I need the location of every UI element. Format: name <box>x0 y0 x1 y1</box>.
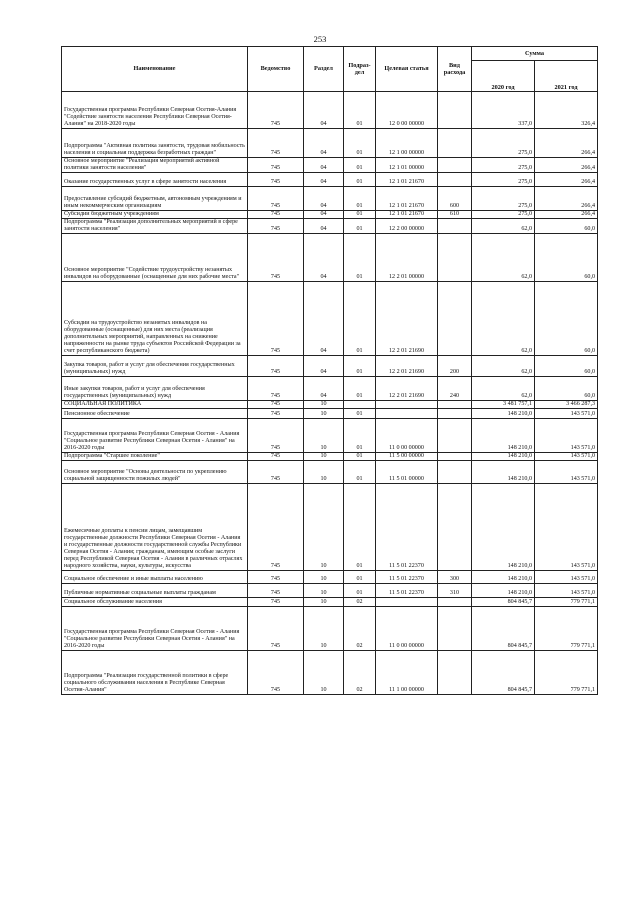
row-target-cell: 12 1 00 00000 <box>376 129 438 158</box>
table-row <box>62 92 598 129</box>
row-agency-cell: 745 <box>248 461 304 484</box>
row-amount-2020-cell: 148 210,0 <box>472 484 535 571</box>
row-section-cell: 04 <box>304 234 344 282</box>
row-amount-2020-cell: 275,0 <box>472 173 535 187</box>
row-name-cell: Субсидии бюджетным учреждениям <box>62 211 248 219</box>
row-subsection-cell: 01 <box>344 211 376 219</box>
row-name-cell: Публичные нормативные социальные выплаты гражданам <box>62 584 248 598</box>
table-row <box>62 607 598 651</box>
row-expense-type-cell: 610 <box>438 211 472 219</box>
header-section: Раздел <box>304 47 344 92</box>
table-row <box>62 356 598 377</box>
row-subsection-cell: 01 <box>344 219 376 234</box>
row-amount-2020-cell: 62,0 <box>472 377 535 401</box>
row-amount-2020-cell: 804 845,7 <box>472 651 535 695</box>
row-section-cell: 04 <box>304 92 344 129</box>
row-amount-2021-cell: 60,0 <box>535 234 598 282</box>
row-agency-cell: 745 <box>248 401 304 409</box>
table-row <box>62 187 598 211</box>
row-section-cell: 04 <box>304 377 344 401</box>
row-subsection-cell: 01 <box>344 453 376 461</box>
row-agency-cell: 745 <box>248 377 304 401</box>
row-amount-2021-cell: 143 571,0 <box>535 419 598 453</box>
row-amount-2021-cell: 60,0 <box>535 356 598 377</box>
row-target-cell: 11 5 01 22370 <box>376 571 438 584</box>
table-row <box>62 461 598 484</box>
row-amount-2021-cell: 3 466 287,3 <box>535 401 598 409</box>
row-expense-type-cell <box>438 234 472 282</box>
row-amount-2021-cell: 143 571,0 <box>535 461 598 484</box>
row-agency-cell: 745 <box>248 571 304 584</box>
row-agency-cell: 745 <box>248 173 304 187</box>
table-body <box>62 92 598 695</box>
row-agency-cell: 745 <box>248 187 304 211</box>
row-amount-2020-cell: 275,0 <box>472 158 535 173</box>
header-name: Наименование <box>62 47 248 92</box>
row-amount-2020-cell: 62,0 <box>472 219 535 234</box>
row-agency-cell: 745 <box>248 409 304 419</box>
row-agency-cell: 745 <box>248 419 304 453</box>
header-agency: Ведомство <box>248 47 304 92</box>
row-expense-type-cell <box>438 173 472 187</box>
row-expense-type-cell <box>438 401 472 409</box>
header-year-2021: 2021 год <box>535 61 598 92</box>
row-subsection-cell: 01 <box>344 173 376 187</box>
row-agency-cell: 745 <box>248 651 304 695</box>
row-expense-type-cell: 240 <box>438 377 472 401</box>
row-target-cell: 11 1 00 00000 <box>376 651 438 695</box>
table-row <box>62 571 598 584</box>
row-amount-2020-cell: 148 210,0 <box>472 409 535 419</box>
row-section-cell: 04 <box>304 282 344 356</box>
row-name-cell: Подпрограмма "Активная политика занятости, трудовая мобильность населения и социальная поддержка безработных граждан" <box>62 129 248 158</box>
row-subsection-cell: 01 <box>344 282 376 356</box>
row-subsection-cell: 01 <box>344 584 376 598</box>
row-subsection-cell: 01 <box>344 234 376 282</box>
row-name-cell: Предоставление субсидий бюджетным, автономным учреждениям и иным некоммерческим организациям <box>62 187 248 211</box>
row-amount-2021-cell: 60,0 <box>535 219 598 234</box>
row-target-cell: 12 1 01 21670 <box>376 173 438 187</box>
table-row <box>62 219 598 234</box>
row-amount-2021-cell: 779 771,1 <box>535 598 598 607</box>
table-row <box>62 211 598 219</box>
row-section-cell: 04 <box>304 129 344 158</box>
row-name-cell: Основное мероприятие "Основы деятельности по укреплению социальной защищенности пожилых людей" <box>62 461 248 484</box>
row-agency-cell: 745 <box>248 219 304 234</box>
row-subsection-cell: 01 <box>344 409 376 419</box>
row-amount-2021-cell: 143 571,0 <box>535 484 598 571</box>
table-row <box>62 401 598 409</box>
row-amount-2021-cell: 60,0 <box>535 377 598 401</box>
row-amount-2021-cell: 143 571,0 <box>535 571 598 584</box>
row-agency-cell: 745 <box>248 607 304 651</box>
row-target-cell: 12 2 01 00000 <box>376 234 438 282</box>
row-section-cell: 10 <box>304 598 344 607</box>
row-section-cell: 10 <box>304 401 344 409</box>
row-expense-type-cell: 200 <box>438 356 472 377</box>
row-expense-type-cell <box>438 484 472 571</box>
row-expense-type-cell <box>438 607 472 651</box>
row-amount-2021-cell: 326,4 <box>535 92 598 129</box>
row-amount-2020-cell: 148 210,0 <box>472 584 535 598</box>
table-row <box>62 598 598 607</box>
row-agency-cell: 745 <box>248 211 304 219</box>
row-agency-cell: 745 <box>248 282 304 356</box>
row-target-cell: 11 5 01 22370 <box>376 584 438 598</box>
row-amount-2020-cell: 62,0 <box>472 356 535 377</box>
row-section-cell: 10 <box>304 409 344 419</box>
row-section-cell: 04 <box>304 173 344 187</box>
row-expense-type-cell <box>438 92 472 129</box>
row-subsection-cell: 01 <box>344 484 376 571</box>
row-expense-type-cell <box>438 158 472 173</box>
row-amount-2020-cell: 148 210,0 <box>472 461 535 484</box>
row-subsection-cell: 02 <box>344 607 376 651</box>
row-expense-type-cell <box>438 461 472 484</box>
table-row <box>62 484 598 571</box>
row-amount-2020-cell: 275,0 <box>472 211 535 219</box>
row-amount-2021-cell: 779 771,1 <box>535 651 598 695</box>
row-amount-2020-cell: 62,0 <box>472 282 535 356</box>
table-row <box>62 377 598 401</box>
row-target-cell: 12 2 01 21690 <box>376 377 438 401</box>
row-expense-type-cell <box>438 453 472 461</box>
row-expense-type-cell <box>438 282 472 356</box>
row-section-cell: 10 <box>304 419 344 453</box>
row-amount-2021-cell: 143 571,0 <box>535 584 598 598</box>
row-subsection-cell: 01 <box>344 571 376 584</box>
row-target-cell: 11 0 00 00000 <box>376 419 438 453</box>
page-number: 253 <box>313 34 327 44</box>
row-amount-2021-cell: 266,4 <box>535 129 598 158</box>
row-name-cell: Основное мероприятие "Содействие трудоустройству незанятых инвалидов на оборудованные (оснащенные для них рабочие места" <box>62 234 248 282</box>
row-name-cell: Социальное обслуживание населения <box>62 598 248 607</box>
row-section-cell: 10 <box>304 461 344 484</box>
row-name-cell: Государственная программа Республики Северная Осетия-Алания "Содействие занятости населения Республики Северная Осетия-Алания" на 2018-2020 годы <box>62 92 248 129</box>
row-amount-2020-cell: 275,0 <box>472 187 535 211</box>
row-target-cell: 12 1 01 00000 <box>376 158 438 173</box>
row-name-cell: Ежемесячные доплаты к пенсии лицам, замещавшим государственные должности Республики Северная Осетия - Алания и государственные должности государственной службы Республики Северная Осетия - Алания; гражданам, имеющим особые заслуги перед Республикой Северная Осетия - Алания в различных отраслях народного хозяйства, науки, культуры, искусства <box>62 484 248 571</box>
header-sum: Сумма <box>472 47 598 61</box>
row-target-cell: 11 5 00 00000 <box>376 453 438 461</box>
row-name-cell: Закупка товаров, работ и услуг для обеспечения государственных (муниципальных) нужд <box>62 356 248 377</box>
row-expense-type-cell: 310 <box>438 584 472 598</box>
row-subsection-cell: 02 <box>344 598 376 607</box>
row-target-cell: 12 0 00 00000 <box>376 92 438 129</box>
row-target-cell: 12 2 00 00000 <box>376 219 438 234</box>
table-row <box>62 584 598 598</box>
table-row <box>62 282 598 356</box>
row-expense-type-cell: 300 <box>438 571 472 584</box>
row-name-cell: Основное мероприятие "Реализация мероприятий активной политики занятости населения" <box>62 158 248 173</box>
row-target-cell <box>376 598 438 607</box>
row-section-cell: 04 <box>304 211 344 219</box>
row-target-cell: 12 2 01 21690 <box>376 356 438 377</box>
row-subsection-cell: 02 <box>344 651 376 695</box>
row-name-cell: Оказание государственных услуг в сфере занятости населения <box>62 173 248 187</box>
row-amount-2021-cell: 266,4 <box>535 187 598 211</box>
row-agency-cell: 745 <box>248 234 304 282</box>
row-amount-2020-cell: 148 210,0 <box>472 571 535 584</box>
row-target-cell: 12 1 01 21670 <box>376 187 438 211</box>
row-section-cell: 04 <box>304 187 344 211</box>
row-agency-cell: 745 <box>248 453 304 461</box>
row-amount-2021-cell: 779 771,1 <box>535 607 598 651</box>
row-section-cell: 04 <box>304 219 344 234</box>
row-subsection-cell <box>344 401 376 409</box>
row-target-cell <box>376 401 438 409</box>
row-amount-2020-cell: 148 210,0 <box>472 453 535 461</box>
row-target-cell: 11 5 01 22370 <box>376 484 438 571</box>
row-agency-cell: 745 <box>248 356 304 377</box>
row-subsection-cell: 01 <box>344 129 376 158</box>
row-subsection-cell: 01 <box>344 356 376 377</box>
row-amount-2020-cell: 804 845,7 <box>472 598 535 607</box>
row-target-cell: 12 2 01 21690 <box>376 282 438 356</box>
row-amount-2021-cell: 266,4 <box>535 211 598 219</box>
row-name-cell: Подпрограмма "Реализация государственной политики в сфере социального обслуживания населения в Республике Северная Осетия-Алания" <box>62 651 248 695</box>
row-name-cell: СОЦИАЛЬНАЯ ПОЛИТИКА <box>62 401 248 409</box>
row-amount-2020-cell: 62,0 <box>472 234 535 282</box>
row-agency-cell: 745 <box>248 584 304 598</box>
row-subsection-cell: 01 <box>344 158 376 173</box>
row-section-cell: 04 <box>304 158 344 173</box>
row-name-cell: Государственная программа Республики Северная Осетия - Алания "Социальное развитие Республики Северная Осетия - Алания" на 2016-2020 годы <box>62 419 248 453</box>
row-section-cell: 10 <box>304 651 344 695</box>
row-amount-2021-cell: 143 571,0 <box>535 409 598 419</box>
row-agency-cell: 745 <box>248 158 304 173</box>
row-section-cell: 10 <box>304 607 344 651</box>
row-subsection-cell: 01 <box>344 461 376 484</box>
row-amount-2020-cell: 148 210,0 <box>472 419 535 453</box>
row-amount-2021-cell: 143 571,0 <box>535 453 598 461</box>
row-name-cell: Социальное обеспечение и иные выплаты населению <box>62 571 248 584</box>
row-amount-2020-cell: 3 481 757,1 <box>472 401 535 409</box>
row-section-cell: 10 <box>304 453 344 461</box>
row-amount-2021-cell: 266,4 <box>535 173 598 187</box>
table-row <box>62 419 598 453</box>
row-expense-type-cell <box>438 129 472 158</box>
row-expense-type-cell <box>438 598 472 607</box>
table-row <box>62 173 598 187</box>
row-subsection-cell: 01 <box>344 187 376 211</box>
row-agency-cell: 745 <box>248 598 304 607</box>
row-target-cell: 12 1 01 21670 <box>376 211 438 219</box>
row-name-cell: Подпрограмма "Реализация дополнительных мероприятий в сфере занятости населения" <box>62 219 248 234</box>
row-target-cell: 11 5 01 00000 <box>376 461 438 484</box>
row-name-cell: Подпрограмма "Старшее поколение" <box>62 453 248 461</box>
row-section-cell: 10 <box>304 584 344 598</box>
budget-table <box>61 46 598 695</box>
row-expense-type-cell <box>438 409 472 419</box>
row-amount-2021-cell: 60,0 <box>535 282 598 356</box>
table-row <box>62 234 598 282</box>
row-name-cell: Пенсионное обеспечение <box>62 409 248 419</box>
row-section-cell: 04 <box>304 356 344 377</box>
header-subsection: Подраз-дел <box>344 47 376 92</box>
row-expense-type-cell <box>438 419 472 453</box>
row-subsection-cell: 01 <box>344 419 376 453</box>
header-expense-type: Вид расхода <box>438 47 472 92</box>
row-name-cell: Субсидии на трудоустройство незанятых инвалидов на оборудованные (оснащенные) для них места (реализация дополнительных мероприятий, направленных на снижение напряженности на рынке труда субъектов Российской Федерации за счет республиканского бюджета) <box>62 282 248 356</box>
row-amount-2020-cell: 804 845,7 <box>472 607 535 651</box>
table-row <box>62 651 598 695</box>
row-expense-type-cell <box>438 219 472 234</box>
row-amount-2020-cell: 275,0 <box>472 129 535 158</box>
row-amount-2020-cell: 337,0 <box>472 92 535 129</box>
row-target-cell: 11 0 00 00000 <box>376 607 438 651</box>
row-section-cell: 10 <box>304 571 344 584</box>
row-agency-cell: 745 <box>248 129 304 158</box>
row-name-cell: Иные закупки товаров, работ и услуг для обеспечения государственных (муниципальных) нужд <box>62 377 248 401</box>
table-row <box>62 409 598 419</box>
row-agency-cell: 745 <box>248 92 304 129</box>
row-target-cell <box>376 409 438 419</box>
row-section-cell: 10 <box>304 484 344 571</box>
row-expense-type-cell <box>438 651 472 695</box>
row-subsection-cell: 01 <box>344 377 376 401</box>
table-row <box>62 129 598 158</box>
table-row <box>62 158 598 173</box>
row-agency-cell: 745 <box>248 484 304 571</box>
table-row <box>62 453 598 461</box>
row-expense-type-cell: 600 <box>438 187 472 211</box>
row-name-cell: Государственная программа Республики Северная Осетия - Алания "Социальное развитие Республики Северная Осетия - Алания" на 2016-2020 годы <box>62 607 248 651</box>
header-target: Целевая статья <box>376 47 438 92</box>
row-amount-2021-cell: 266,4 <box>535 158 598 173</box>
header-year-2020: 2020 год <box>472 61 535 92</box>
row-subsection-cell: 01 <box>344 92 376 129</box>
